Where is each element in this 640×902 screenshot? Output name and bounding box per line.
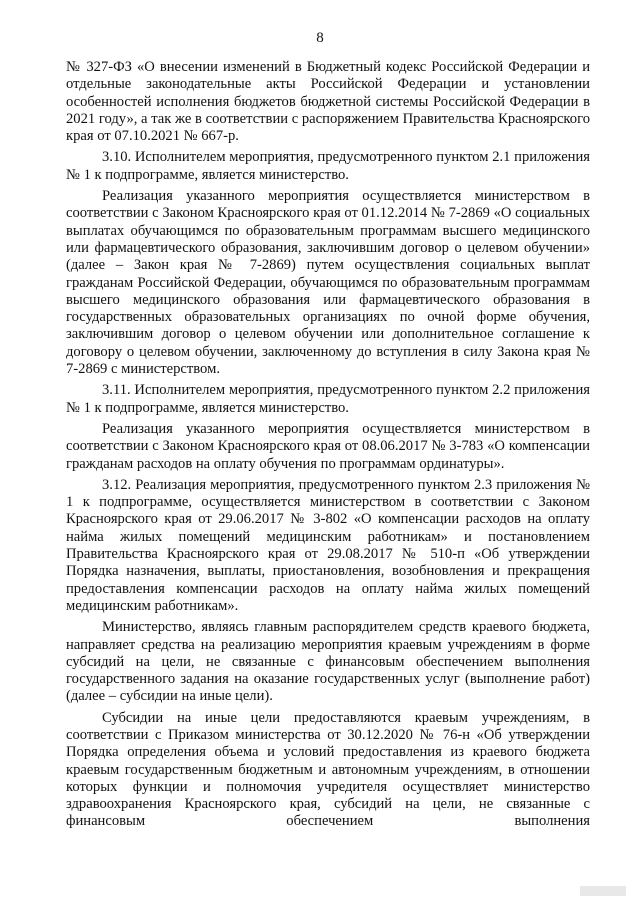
paragraph-3-12: 3.12. Реализация мероприятия, предусмотренного пунктом 2.3 приложения № 1 к подпрограмме, осуществляется министерством в соответствии с Законом Красноярского края от 29.06.2017 № 3-802 «О компенсации расходов на оплату найма жилых помещений медицинским работникам» и постановлением Правительства Красноярского края от 29.08.2017 № 510-п «Об утверждении Порядка назначения, выплаты, приостановления, возобновления и прекращения предоставления компенсации расходов на оплату найма жилых помещений медицинским работникам». (66, 476, 590, 614)
paragraph-3-10-implementation: Реализация указанного мероприятия осуществляется министерством в соответствии с Законом Красноярского края от 01.12.2014 № 7-2869 «О социальных выплатах обучающимся по образовательным программам высшего медицинского или фармацевтического образования, заключившим договор о целевом обучении» (далее – Закон края № 7-2869) путем осуществления социальных выплат гражданам Российской Федерации, обучающимся по образовательным программам высшего медицинского образования или фармацевтического образования в государственных образовательных организациях по очной форме обучения, заключившим договор о целевом обучении или дополнительное соглашение к договору о целевом обучении, заключенному до вступления в силу Закона края № 7-2869 с министерством. (66, 188, 590, 378)
paragraph-3-11: 3.11. Исполнителем мероприятия, предусмотренного пунктом 2.2 приложения № 1 к подпрограмме, является министерство. (66, 382, 590, 416)
paragraph-law-reference-continuation: № 327-ФЗ «О внесении изменений в Бюджетный кодекс Российской Федерации и отдельные законодательные акты Российской Федерации и установлении особенностей исполнения бюджетов бюджетной системы Российской Федерации в 2021 году», а так же в соответствии с распоряжением Правительства Красноярского края от 07.10.2021 № 667-р. (66, 59, 590, 145)
paragraph-3-11-implementation: Реализация указанного мероприятия осуществляется министерством в соответствии с Законом Красноярского края от 08.06.2017 № 3-783 «О компенсации гражданам расходов на оплату обучения по программам ординатуры». (66, 420, 590, 472)
paragraph-3-10: 3.10. Исполнителем мероприятия, предусмотренного пунктом 2.1 приложения № 1 к подпрограмме, является министерство. (66, 149, 590, 183)
document-body (66, 59, 590, 835)
paragraph-ministry-funding: Министерство, являясь главным распорядителем средств краевого бюджета, направляет средства на реализацию мероприятия краевым учреждениям в форме субсидий на цели, не связанные с финансовым обеспечением выполнения государственного задания на оказание государственных услуг (выполнение работ) (далее – субсидии на иные цели). (66, 619, 590, 705)
scan-artifact (580, 886, 626, 896)
page-number: 8 (316, 30, 324, 46)
paragraph-subsidies-other-purposes: Субсидии на иные цели предоставляются краевым учреждениям, в соответствии с Приказом министерства от 30.12.2020 № 76-н «Об утверждении Порядка определения объема и условий предоставления из краевого бюджета краевым государственным бюджетным и автономным учреждениям, в отношении которых функции и полномочия учредителя осуществляет министерство здравоохранения Красноярского края, субсидий на цели, не связанные с финансовым обеспечением выполнения (66, 709, 590, 830)
